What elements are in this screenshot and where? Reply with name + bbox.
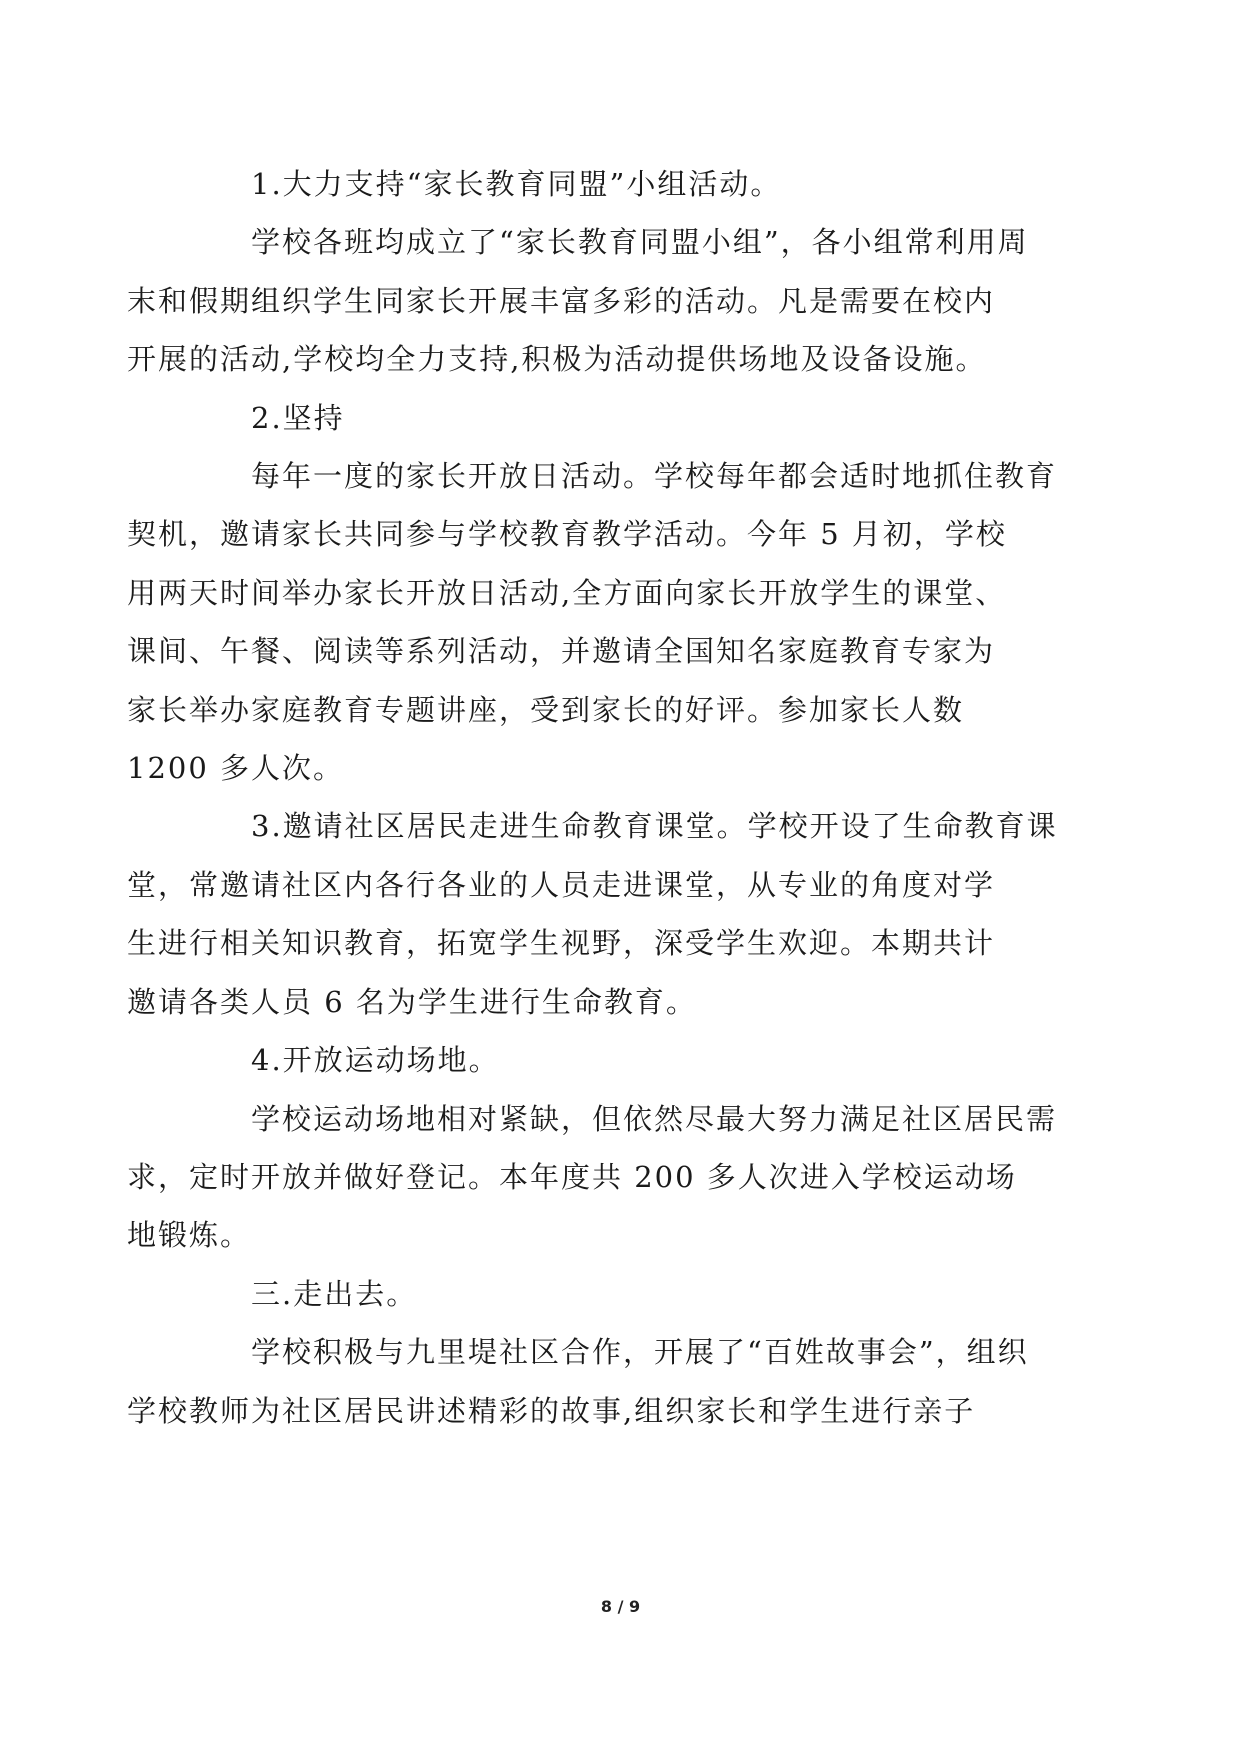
paragraph-line: 学校教师为社区居民讲述精彩的故事,组织家长和学生进行亲子: [127, 1393, 976, 1428]
paragraph-line: 契机，邀请家长共同参与学校教育教学活动。今年 5 月初，学校: [127, 517, 1007, 552]
paragraph-line: 地锻炼。: [127, 1218, 252, 1253]
paragraph-line: 2.坚持: [251, 400, 345, 435]
paragraph-line: 求，定时开放并做好登记。本年度共 200 多人次进入学校运动场: [127, 1159, 1017, 1194]
paragraph-line: 学校积极与九里堤社区合作，开展了“百姓故事会”，组织: [251, 1335, 1029, 1370]
page-number: 8 / 9: [600, 1597, 641, 1616]
paragraph-9: [127, 1323, 1059, 1440]
paragraph-8: [189, 1265, 1059, 1323]
paragraph-line: 家长举办家庭教育专题讲座，受到家长的好评。参加家长人数: [127, 692, 965, 727]
paragraph-4: [127, 447, 1059, 797]
paragraph-line: 每年一度的家长开放日活动。学校每年都会适时地抓住教育: [251, 459, 1058, 494]
paragraph-line: 生进行相关知识教育，拓宽学生视野，深受学生欢迎。本期共计: [127, 926, 996, 961]
paragraph-line: 4.开放运动场地。: [251, 1043, 500, 1078]
paragraph-line: 三.走出去。: [251, 1276, 418, 1311]
paragraph-5: [127, 797, 1059, 1031]
paragraph-line: 课间、午餐、阅读等系列活动，并邀请全国知名家庭教育专家为: [127, 634, 996, 669]
paragraph-line: 学校各班均成立了“家长教育同盟小组”，各小组常利用周: [251, 225, 1029, 260]
paragraph-line: 开展的活动,学校均全力支持,积极为活动提供场地及设备设施。: [127, 342, 987, 377]
paragraph-line: 末和假期组织学生同家长开展丰富多彩的活动。凡是需要在校内: [127, 283, 996, 318]
paragraph-line: 用两天时间举办家长开放日活动,全方面向家长开放学生的课堂、: [127, 575, 1007, 610]
paragraph-line: 3.邀请社区居民走进生命教育课堂。学校开设了生命教育课: [251, 809, 1058, 844]
paragraph-2: [127, 213, 1059, 388]
paragraph-1: [189, 155, 1059, 213]
paragraph-line: 1200 多人次。: [127, 751, 345, 786]
paragraph-3: [189, 389, 1059, 447]
paragraph-6: [189, 1031, 1059, 1089]
paragraph-line: 堂，常邀请社区内各行各业的人员走进课堂，从专业的角度对学: [127, 867, 996, 902]
document-body: [127, 155, 1059, 1440]
paragraph-line: 1.大力支持“家长教育同盟”小组活动。: [251, 167, 782, 201]
paragraph-line: 学校运动场地相对紧缺，但依然尽最大努力满足社区居民需: [251, 1101, 1058, 1136]
paragraph-7: [127, 1090, 1059, 1265]
paragraph-line: 邀请各类人员 6 名为学生进行生命教育。: [127, 984, 697, 1019]
